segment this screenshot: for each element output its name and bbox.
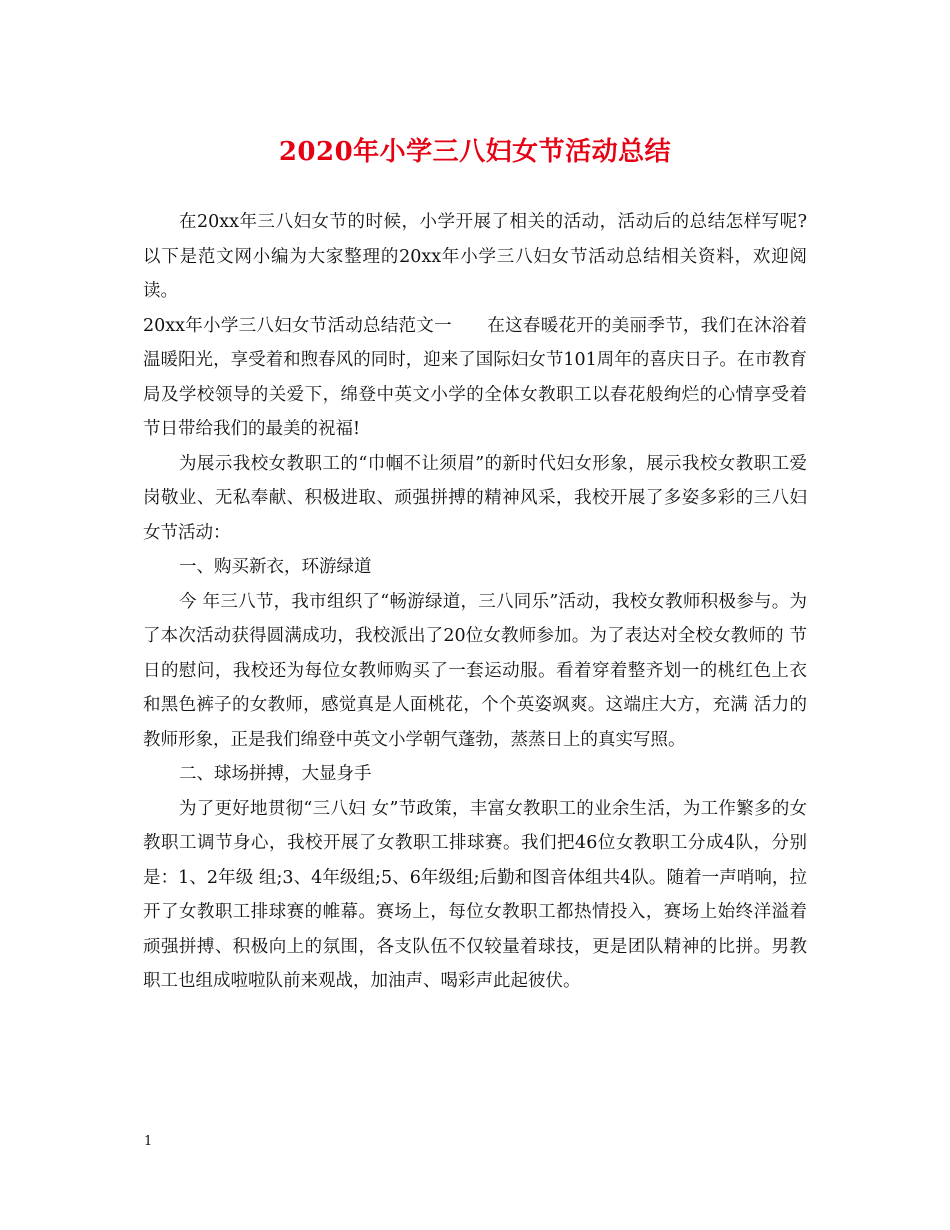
volleyball-activity-paragraph: 为了更好地贯彻“三八妇 女”节政策，丰富女教职工的业余生活，为工作繁多的女教职工调节身心，我校开展了女教职工排球赛。我们把46位女教职工分成4队，分别是：1、2年级 组;3、4年级组;5、6年级组;后勤和图音体组共4队。随着一声哨响，拉开了女教职工排球赛的帷幕。赛场上，每位女教职工都热情投入，赛场上始终洋溢着 顽强拼搏、积极向上的氛围，各支队伍不仅较量着球技，更是团队精神的比拼。男教职工也组成啦啦队前来观战，加油声、喝彩声此起彼伏。 — [143, 798, 807, 991]
section-heading-two: 二、球场拼搏，大显身手 — [179, 764, 372, 784]
document-body — [143, 205, 807, 999]
document-title: 2020年小学三八妇女节活动总结 — [278, 137, 672, 167]
greenway-activity-paragraph: 今 年三八节，我市组织了“畅游绿道，三八同乐”活动，我校女教师积极参与。为了本次活动获得圆满成功，我校派出了20位女教师参加。为了表达对全校女教师的 节日的慰问，我校还为每位女教师购买了一套运动服。看着穿着整齐划一的桃红色上衣和黑色裤子的女教师，感觉真是人面桃花，个个英姿飒爽。这端庄大方，充满 活力的教师形象，正是我们绵登中英文小学朝气蓬勃，蒸蒸日上的真实写照。 — [143, 591, 807, 750]
sample-paragraph-one: 20xx年小学三八妇女节活动总结范文一 在这春暖花开的美丽季节，我们在沐浴着温暖阳光，享受着和煦春风的同时，迎来了国际妇女节101周年的喜庆日子。在市教育局及学校领导的关爱下，绵登中英文小学的全体女教职工以春花般绚烂的心情享受着节日带给我们的最美的祝福! — [143, 315, 807, 439]
page-number: 1 — [144, 1134, 153, 1149]
intro-paragraph: 在20xx年三八妇女节的时候，小学开展了相关的活动，活动后的总结怎样写呢?以下是范文网小编为大家整理的20xx年小学三八妇女节活动总结相关资料，欢迎阅读。 — [143, 212, 807, 301]
section-heading-one: 一、购买新衣，环游绿道 — [179, 557, 372, 577]
activity-purpose-paragraph: 为展示我校女教职工的“巾帼不让须眉”的新时代妇女形象，展示我校女教职工爱岗敬业、无私奉献、积极进取、顽强拼搏的精神风采，我校开展了多姿多彩的三八妇女节活动： — [143, 453, 807, 543]
